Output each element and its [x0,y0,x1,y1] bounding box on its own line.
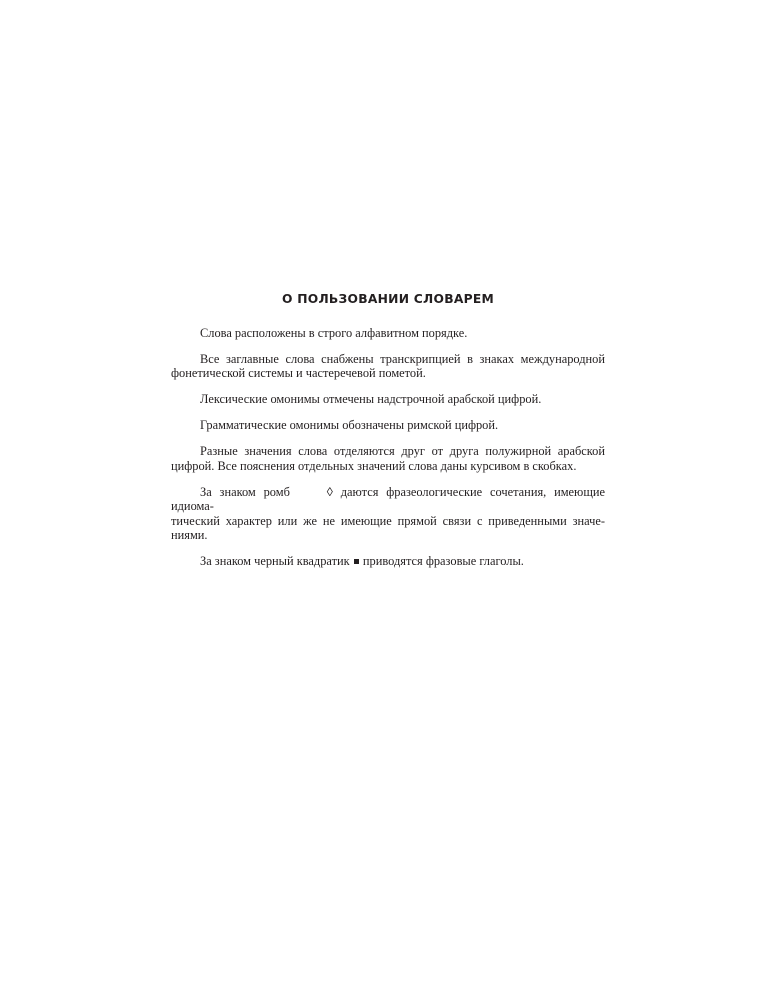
paragraph-line: фонетической системы и частеречевой пометой. [171,366,426,381]
paragraph-line: Разные значения слова отделяются друг от друга полужирной арабской [200,444,605,459]
paragraph-line: тический характер или же не имеющие прямой связи с приведенными значе- [171,513,605,528]
paragraph-transcription [171,352,605,381]
paragraph-grammatical-homonyms [171,418,605,432]
black-square-icon [354,559,359,564]
paragraph-text: Грамматические омонимы обозначены римской цифрой. [200,418,499,433]
paragraph-alphabetical-order [171,326,605,340]
paragraph-text: За знаком ромб [200,484,290,499]
paragraph-text: За знаком черный квадратик [200,554,350,569]
paragraph-line: цифрой. Все пояснения отдельных значений слова даны курсивом в скобках. [171,458,577,473]
diamond-icon: ◊ [326,484,333,499]
paragraph-lexical-homonyms [171,392,605,406]
paragraph-line: Все заглавные слова снабжены транскрипцией в знаках международной [200,352,605,366]
page-title: О ПОЛЬЗОВАНИИ СЛОВАРЕМ [281,292,495,306]
paragraph-meanings [171,444,605,473]
paragraph-text: Лексические омонимы отмечены надстрочной арабской цифрой. [200,392,542,407]
paragraph-phrasal-verbs [171,554,605,568]
paragraph-line [171,485,605,514]
paragraph-text: Слова расположены в строго алфавитном порядке. [200,326,468,340]
paragraph-text: приводятся фразовые глаголы. [362,554,524,569]
paragraph-phraseology [171,485,605,543]
paragraph-line: ниями. [171,528,208,543]
paragraph-text: даются фразеологические сочетания, имеющие идиома- [171,484,605,514]
usage-section [171,291,605,580]
